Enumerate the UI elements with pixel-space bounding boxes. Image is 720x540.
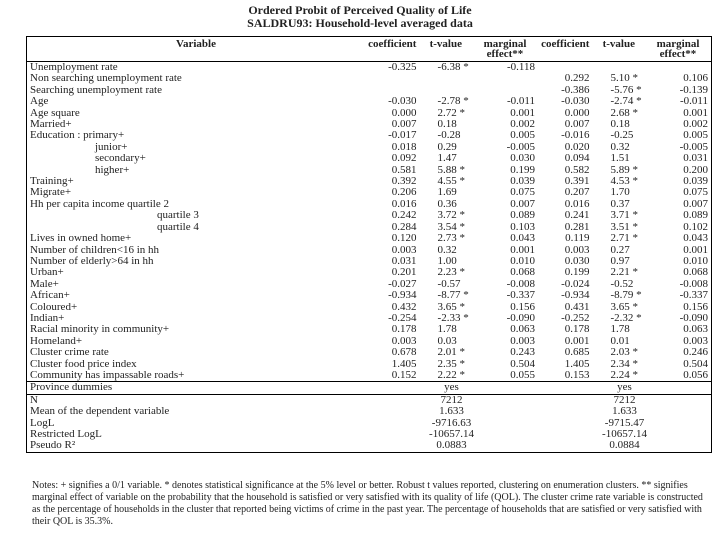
table-row <box>27 119 712 130</box>
results-table <box>26 36 712 453</box>
coefficient-cell: 0.178 <box>564 323 590 336</box>
t-value-cell: 2.01 * <box>437 346 466 359</box>
coefficient-cell: 0.292 <box>564 72 590 85</box>
t-value-cell: -2.33 * <box>437 311 469 324</box>
t-value-cell: 2.23 * <box>437 266 466 279</box>
variable-cell: Training+ <box>30 175 74 188</box>
marginal-effect-cell: 0.063 <box>683 323 708 336</box>
marginal-effect-cell: 0.010 <box>510 254 535 267</box>
summary-label: N <box>27 394 366 406</box>
t-value-cell: -8.79 * <box>610 289 642 302</box>
t-value-cell: -0.25 <box>610 129 634 142</box>
header-t-value-2: t-value <box>593 37 645 62</box>
coefficient-cell: 0.016 <box>391 197 417 210</box>
marginal-effect-cell: 0.089 <box>683 209 708 222</box>
marginal-effect-cell: -0.011 <box>679 95 708 108</box>
coefficient-cell: 1.405 <box>564 357 590 370</box>
variable-cell: Coloured+ <box>30 300 78 313</box>
coefficient-cell: 1.405 <box>391 357 417 370</box>
table-row <box>27 256 712 267</box>
coefficient-cell: 0.031 <box>391 254 417 267</box>
marginal-effect-cell: 0.010 <box>683 254 708 267</box>
coefficient-cell: 0.581 <box>391 163 417 176</box>
coefficient-cell: 0.003 <box>391 334 417 347</box>
t-value-cell: 0.29 <box>437 140 457 153</box>
marginal-effect-cell: 0.056 <box>683 368 708 381</box>
marginal-effect-cell: 0.030 <box>510 152 535 165</box>
coefficient-cell: -0.934 <box>388 289 417 302</box>
table-row <box>27 302 712 313</box>
variable-cell: higher+ <box>95 163 130 176</box>
summary-value: -9715.47 <box>604 416 645 429</box>
marginal-effect-cell: 0.005 <box>683 129 708 142</box>
summary-value: 1.633 <box>439 405 464 418</box>
summary-value: -10657.14 <box>429 428 474 440</box>
marginal-effect-cell: -0.008 <box>679 277 708 290</box>
t-value-cell: 2.03 * <box>610 346 639 359</box>
coefficient-cell: 0.201 <box>391 266 417 279</box>
t-value-cell: -2.78 * <box>437 95 469 108</box>
coefficient-cell: 0.000 <box>391 106 417 119</box>
coefficient-cell: -0.934 <box>561 289 590 302</box>
variable-cell: Urban+ <box>30 266 64 279</box>
t-value-cell: 1.51 <box>610 152 630 165</box>
t-value-cell: 3.54 * <box>437 220 466 233</box>
coefficient-cell: -0.016 <box>561 129 590 142</box>
coefficient-cell: -0.325 <box>388 61 417 73</box>
t-value-cell: -0.57 <box>437 277 461 290</box>
variable-cell: Number of children<16 in hh <box>30 243 160 256</box>
variable-cell: African+ <box>30 289 70 302</box>
header-variable: Variable <box>27 37 366 62</box>
coefficient-cell: 0.092 <box>391 152 417 165</box>
coefficient-cell: 0.153 <box>564 368 590 381</box>
t-value-cell: 2.35 * <box>437 357 466 370</box>
coefficient-cell: 0.582 <box>564 163 590 176</box>
marginal-effect-cell: 0.007 <box>510 197 535 210</box>
t-value-cell: 1.00 <box>437 254 457 267</box>
coefficient-cell: 0.119 <box>565 232 590 245</box>
marginal-effect-cell: -0.090 <box>506 311 535 324</box>
t-value-cell: 0.97 <box>610 254 630 267</box>
marginal-effect-cell: 0.089 <box>510 209 535 222</box>
variable-cell: Age square <box>30 106 80 119</box>
marginal-effect-cell: 0.075 <box>683 186 708 199</box>
coefficient-cell: 0.392 <box>391 175 417 188</box>
marginal-effect-cell: 0.005 <box>510 129 535 142</box>
table-title: Ordered Probit of Perceived Quality of Life <box>248 3 472 17</box>
table-row <box>27 108 712 119</box>
t-value-cell: 3.71 * <box>610 209 639 222</box>
coefficient-cell: -0.030 <box>561 95 590 108</box>
table-row <box>27 85 712 96</box>
marginal-effect-cell: 0.001 <box>510 243 535 256</box>
variable-cell: Age <box>30 95 49 108</box>
marginal-effect-cell: 0.001 <box>510 106 535 119</box>
table-row <box>27 153 712 164</box>
variable-cell: quartile 4 <box>157 220 199 233</box>
coefficient-cell: 0.001 <box>564 334 590 347</box>
coefficient-cell: 0.241 <box>564 209 590 222</box>
coefficient-cell: 0.242 <box>391 209 417 222</box>
table-row <box>27 370 712 382</box>
summary-label: Pseudo R² <box>30 439 76 452</box>
marginal-effect-cell: 0.043 <box>683 232 708 245</box>
table-row <box>27 176 712 187</box>
t-value-cell: 0.32 <box>437 243 457 256</box>
marginal-effect-cell: 0.246 <box>683 346 708 359</box>
table-row <box>27 290 712 301</box>
t-value-cell: 5.88 * <box>437 163 466 176</box>
coefficient-cell: 0.685 <box>564 346 590 359</box>
t-value-cell: 1.78 <box>437 323 457 336</box>
summary-row <box>27 440 712 452</box>
table-row <box>27 324 712 335</box>
coefficient-cell: -0.252 <box>561 311 590 324</box>
t-value-cell: 1.78 <box>610 323 630 336</box>
t-value-cell: 2.34 * <box>610 357 639 370</box>
marginal-effect-cell: 0.003 <box>510 334 535 347</box>
marginal-effect-cell: 0.075 <box>510 186 535 199</box>
coefficient-cell: 0.018 <box>391 140 417 153</box>
coefficient-cell: 0.152 <box>391 368 417 381</box>
marginal-effect-cell: 0.156 <box>510 300 535 313</box>
t-value-cell: -6.38 * <box>437 61 469 73</box>
coefficient-cell: 0.094 <box>564 152 590 165</box>
coefficient-cell <box>365 73 420 84</box>
marginal-effect-cell: 0.007 <box>683 197 708 210</box>
summary-value: 0.0883 <box>436 439 467 452</box>
coefficient-cell: 0.007 <box>564 118 590 131</box>
variable-cell: Cluster crime rate <box>30 346 109 359</box>
summary-value: 7212 <box>365 394 538 406</box>
marginal-effect-cell: 0.002 <box>683 118 708 131</box>
t-value-cell: 0.18 <box>610 118 630 131</box>
header-marginal-1: marginal effect** <box>472 37 538 62</box>
t-value-cell: 2.21 * <box>610 266 639 279</box>
t-value-cell: 4.55 * <box>437 175 466 188</box>
marginal-effect-cell: 0.001 <box>683 243 708 256</box>
coefficient-cell: 0.120 <box>391 232 417 245</box>
summary-value: 7212 <box>538 394 712 406</box>
t-value-cell: 5.10 * <box>610 72 639 85</box>
variable-cell: Non searching unemployment rate <box>30 72 182 85</box>
t-value-cell: -2.74 * <box>610 95 642 108</box>
summary-value: 0.0884 <box>609 439 640 452</box>
t-value-cell <box>420 73 472 84</box>
table-row <box>27 347 712 358</box>
table-row <box>27 279 712 290</box>
t-value-cell: 3.65 * <box>610 300 639 313</box>
coefficient-cell: 0.284 <box>391 220 417 233</box>
marginal-effect-cell: -0.118 <box>506 61 535 73</box>
t-value-cell: -0.52 <box>610 277 634 290</box>
coefficient-cell: 0.000 <box>564 106 590 119</box>
marginal-effect-cell: -0.090 <box>679 311 708 324</box>
summary-value: -9716.63 <box>431 416 472 429</box>
variable-cell: Married+ <box>30 118 72 131</box>
marginal-effect-cell: 0.199 <box>510 163 535 176</box>
t-value-cell: 2.73 * <box>437 232 466 245</box>
marginal-effect-cell: 0.504 <box>683 357 708 370</box>
coefficient-cell: 0.678 <box>391 346 417 359</box>
summary-label: Restricted LogL <box>30 428 102 440</box>
marginal-effect-cell: 0.103 <box>510 220 535 233</box>
t-value-cell: 1.70 <box>610 186 630 199</box>
variable-cell: junior+ <box>95 140 128 153</box>
marginal-effect-cell: -0.139 <box>679 83 708 96</box>
marginal-effect-cell <box>472 73 538 84</box>
coefficient-cell: 0.206 <box>391 186 417 199</box>
marginal-effect-cell: 0.003 <box>683 334 708 347</box>
t-value-cell: 2.71 * <box>610 232 639 245</box>
table-notes: Notes: + signifies a 0/1 variable. * denotes statistical significance at the 5% level or better. Robust t values reported, clustering on enumeration clusters. ** signifies marginal effect of variable on the probability that the household is satisfied or very satisfied with its quality of life (QOL). The cluster crime rate variable is constructed as the percentage of households in the cluster that reported being victims of crime in the past year. The percentage of households that are satisfied or very satisfied with their QOL is 35.3%. <box>32 480 703 527</box>
marginal-effect-cell: 0.068 <box>683 266 708 279</box>
marginal-effect-cell: -0.005 <box>679 140 708 153</box>
variable-cell: Lives in owned home+ <box>30 232 132 245</box>
marginal-effect-cell: 0.102 <box>683 220 708 233</box>
t-value-cell: -0.28 <box>437 129 461 142</box>
coefficient-cell: 0.007 <box>391 118 417 131</box>
summary-value: -10657.14 <box>602 428 647 440</box>
summary-label: LogL <box>30 416 55 429</box>
variable-cell: Number of elderly>64 in hh <box>30 254 154 267</box>
t-value-cell: 0.36 <box>437 197 457 210</box>
variable-cell: Unemployment rate <box>30 61 118 73</box>
coefficient-cell: 0.003 <box>391 243 417 256</box>
marginal-effect-cell: 0.001 <box>683 106 708 119</box>
coefficient-cell: 0.003 <box>564 243 590 256</box>
marginal-effect-cell: 0.039 <box>510 175 535 188</box>
variable-cell: Cluster food price index <box>30 357 137 370</box>
variable-cell: Racial minority in community+ <box>30 323 170 336</box>
header-t-value-1: t-value <box>420 37 472 62</box>
variable-cell: Migrate+ <box>30 186 72 199</box>
coefficient-cell: 0.207 <box>564 186 590 199</box>
coefficient-cell: -0.027 <box>388 277 417 290</box>
t-value-cell: 0.01 <box>610 334 630 347</box>
marginal-effect-cell: 0.043 <box>510 232 535 245</box>
table-row <box>27 336 712 347</box>
marginal-effect-cell: 0.504 <box>510 357 535 370</box>
coefficient-cell: 0.432 <box>391 300 417 313</box>
variable-cell: secondary+ <box>95 152 146 165</box>
t-value-cell: 2.68 * <box>610 106 639 119</box>
coefficient-cell: 0.030 <box>564 254 590 267</box>
coefficient-cell: 0.016 <box>564 197 590 210</box>
t-value-cell: 0.03 <box>437 334 457 347</box>
t-value-cell: 3.65 * <box>437 300 466 313</box>
header-coefficient-2: coefficient <box>538 37 593 62</box>
marginal-effect-cell: 0.156 <box>683 300 708 313</box>
header-coefficient-1: coefficient <box>365 37 420 62</box>
variable-cell: Searching unemployment rate <box>30 83 162 96</box>
coefficient-cell: -0.386 <box>561 83 590 96</box>
table-row <box>27 233 712 244</box>
coefficient-cell: 0.178 <box>391 323 417 336</box>
variable-cell: Indian+ <box>30 311 65 324</box>
marginal-effect-cell: 0.039 <box>683 175 708 188</box>
t-value-cell: 1.47 <box>437 152 457 165</box>
coefficient-cell: -0.017 <box>388 129 417 142</box>
marginal-effect-cell: -0.011 <box>506 95 535 108</box>
marginal-effect-cell: 0.243 <box>510 346 535 359</box>
t-value-cell: 0.18 <box>437 118 457 131</box>
marginal-effect-cell: 0.106 <box>683 72 708 85</box>
header-marginal-2: marginal effect** <box>645 37 712 62</box>
t-value-cell: 3.72 * <box>437 209 466 222</box>
coefficient-cell: -0.030 <box>388 95 417 108</box>
table-row <box>27 210 712 221</box>
header-row <box>27 37 712 62</box>
variable-cell: Community has impassable roads+ <box>30 368 185 381</box>
t-value-cell: 2.72 * <box>437 106 466 119</box>
table-row <box>27 199 712 210</box>
coefficient-cell: 0.391 <box>564 175 590 188</box>
t-value-cell: 5.89 * <box>610 163 639 176</box>
summary-value: yes <box>538 382 712 394</box>
summary-value: 1.633 <box>612 405 637 418</box>
marginal-effect-cell: -0.337 <box>506 289 535 302</box>
t-value-cell: 0.32 <box>610 140 630 153</box>
variable-cell: quartile 3 <box>157 209 199 222</box>
table-row <box>27 165 712 176</box>
marginal-effect-cell: -0.005 <box>506 140 535 153</box>
summary-label: Mean of the dependent variable <box>30 405 170 418</box>
variable-cell: Education : primary+ <box>30 129 125 142</box>
t-value-cell: -2.32 * <box>610 311 642 324</box>
marginal-effect-cell: 0.068 <box>510 266 535 279</box>
summary-value: yes <box>365 382 538 394</box>
t-value-cell: -5.76 * <box>610 83 642 96</box>
t-value-cell: 3.51 * <box>610 220 639 233</box>
coefficient-cell: 0.199 <box>564 266 590 279</box>
summary-row <box>27 406 712 417</box>
t-value-cell: 4.53 * <box>610 175 639 188</box>
marginal-effect-cell: 0.055 <box>510 368 535 381</box>
coefficient-cell: 0.431 <box>564 300 590 313</box>
marginal-effect-cell: 0.002 <box>510 118 535 131</box>
t-value-cell: 0.27 <box>610 243 630 256</box>
variable-cell: Male+ <box>30 277 59 290</box>
summary-row <box>27 382 712 394</box>
table-row <box>27 96 712 107</box>
marginal-effect-cell: 0.063 <box>510 323 535 336</box>
marginal-effect-cell: -0.008 <box>506 277 535 290</box>
coefficient-cell: -0.254 <box>388 311 417 324</box>
table-row <box>27 267 712 278</box>
t-value-cell: -8.77 * <box>437 289 469 302</box>
summary-label: Province dummies <box>27 382 366 394</box>
t-value-cell: 0.37 <box>610 197 630 210</box>
coefficient-cell: 0.281 <box>564 220 590 233</box>
table-row <box>27 130 712 141</box>
t-value-cell: 2.22 * <box>437 368 466 381</box>
marginal-effect-cell: 0.031 <box>683 152 708 165</box>
table-subtitle: SALDRU93: Household-level averaged data <box>247 16 473 30</box>
coefficient-cell: -0.024 <box>561 277 590 290</box>
variable-cell: Homeland+ <box>30 334 83 347</box>
coefficient-cell: 0.020 <box>564 140 590 153</box>
t-value-cell: 2.24 * <box>610 368 639 381</box>
marginal-effect-cell: -0.337 <box>679 289 708 302</box>
t-value-cell: 1.69 <box>437 186 457 199</box>
variable-cell: Hh per capita income quartile 2 <box>30 197 169 210</box>
marginal-effect-cell: 0.200 <box>683 163 708 176</box>
